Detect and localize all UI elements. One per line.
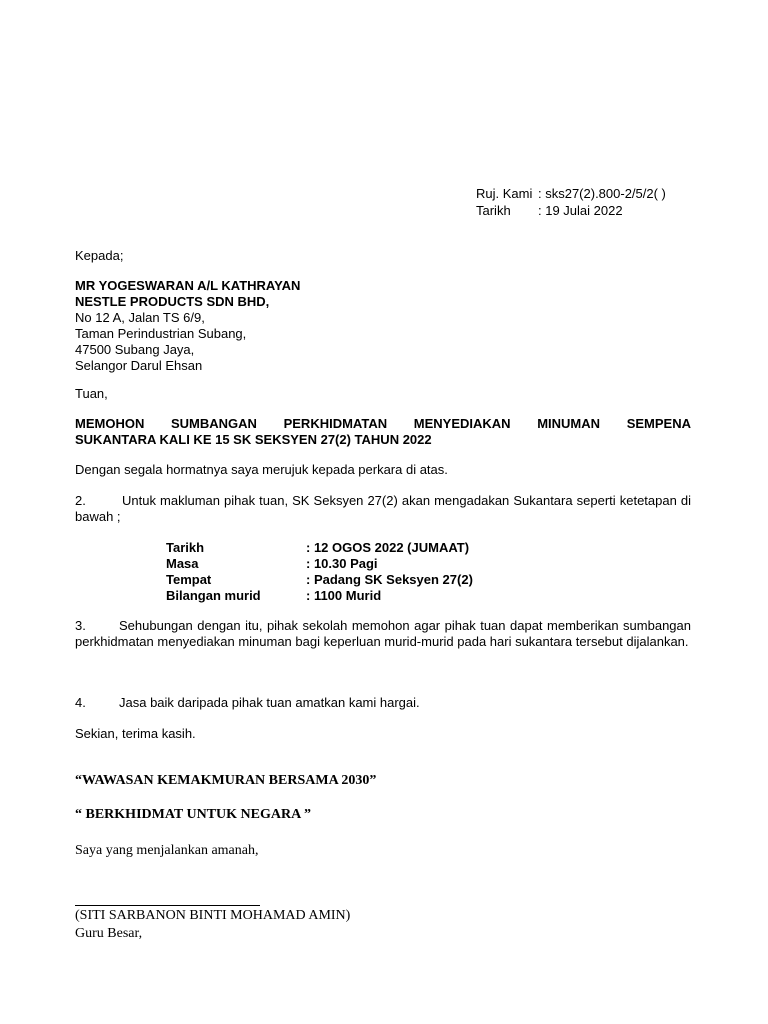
paragraph-2-text: Untuk makluman pihak tuan, SK Seksyen 27(2) akan mengadakan Sukantara seperti ketetapan di bawah ; <box>75 493 691 524</box>
tarikh-value: : 19 Julai 2022 <box>538 203 623 218</box>
event-label: Bilangan murid <box>166 588 261 603</box>
reference-block <box>476 186 666 219</box>
recipient-company: NESTLE PRODUCTS SDN BHD, <box>75 294 270 309</box>
motto-berkhidmat: “ BERKHIDMAT UNTUK NEGARA ” <box>75 807 311 822</box>
event-details <box>166 540 473 604</box>
event-value: : Padang SK Seksyen 27(2) <box>306 572 473 587</box>
event-label: Tarikh <box>166 540 205 555</box>
subject-line-1: MEMOHON SUMBANGAN PERKHIDMATAN MENYEDIAKAN MINUMAN SEMPENA <box>75 416 691 431</box>
paragraph-number: 4. <box>75 695 86 710</box>
paragraph-4-text: Jasa baik daripada pihak tuan amatkan kami hargai. <box>119 695 420 710</box>
recipient-address-block <box>75 278 300 374</box>
paragraph-number: 3. <box>75 618 86 633</box>
paragraph-1: Dengan segala hormatnya saya merujuk kepada perkara di atas. <box>75 462 448 477</box>
motto-wawasan: “WAWASAN KEMAKMURAN BERSAMA 2030” <box>75 773 377 788</box>
signatory-name: (SITI SARBANON BINTI MOHAMAD AMIN) <box>75 908 351 923</box>
paragraph-3 <box>75 618 691 650</box>
event-value: : 10.30 Pagi <box>306 556 378 571</box>
paragraph-number: 2. <box>75 493 86 508</box>
signature-line <box>75 905 260 906</box>
ruj-label: Ruj. Kami <box>476 186 533 201</box>
paragraph-4 <box>75 695 420 711</box>
trust-line: Saya yang menjalankan amanah, <box>75 843 259 858</box>
tarikh-label: Tarikh <box>476 203 511 218</box>
address-line: 47500 Subang Jaya, <box>75 342 195 357</box>
event-value: : 1100 Murid <box>306 588 382 603</box>
address-line: Selangor Darul Ehsan <box>75 358 203 373</box>
address-line: Taman Perindustrian Subang, <box>75 326 247 341</box>
ruj-value: : sks27(2).800-2/5/2( ) <box>538 186 666 201</box>
paragraph-2 <box>75 493 691 525</box>
event-label: Tempat <box>166 572 212 587</box>
event-label: Masa <box>166 556 199 571</box>
signatory-position: Guru Besar, <box>75 926 143 941</box>
closing-line: Sekian, terima kasih. <box>75 726 196 741</box>
greeting: Tuan, <box>75 386 108 401</box>
recipient-name: MR YOGESWARAN A/L KATHRAYAN <box>75 278 301 293</box>
paragraph-3-text: Sehubungan dengan itu, pihak sekolah memohon agar pihak tuan dapat memberikan sumbangan perkhidmatan menyediakan minuman bagi keperluan murid-murid pada hari sukantara tersebut dijalankan. <box>75 618 691 649</box>
kepada-label: Kepada; <box>75 248 124 263</box>
subject <box>75 416 691 448</box>
event-value: : 12 OGOS 2022 (JUMAAT) <box>306 540 470 555</box>
address-line: No 12 A, Jalan TS 6/9, <box>75 310 205 325</box>
subject-line-2: SUKANTARA KALI KE 15 SK SEKSYEN 27(2) TAHUN 2022 <box>75 432 432 447</box>
